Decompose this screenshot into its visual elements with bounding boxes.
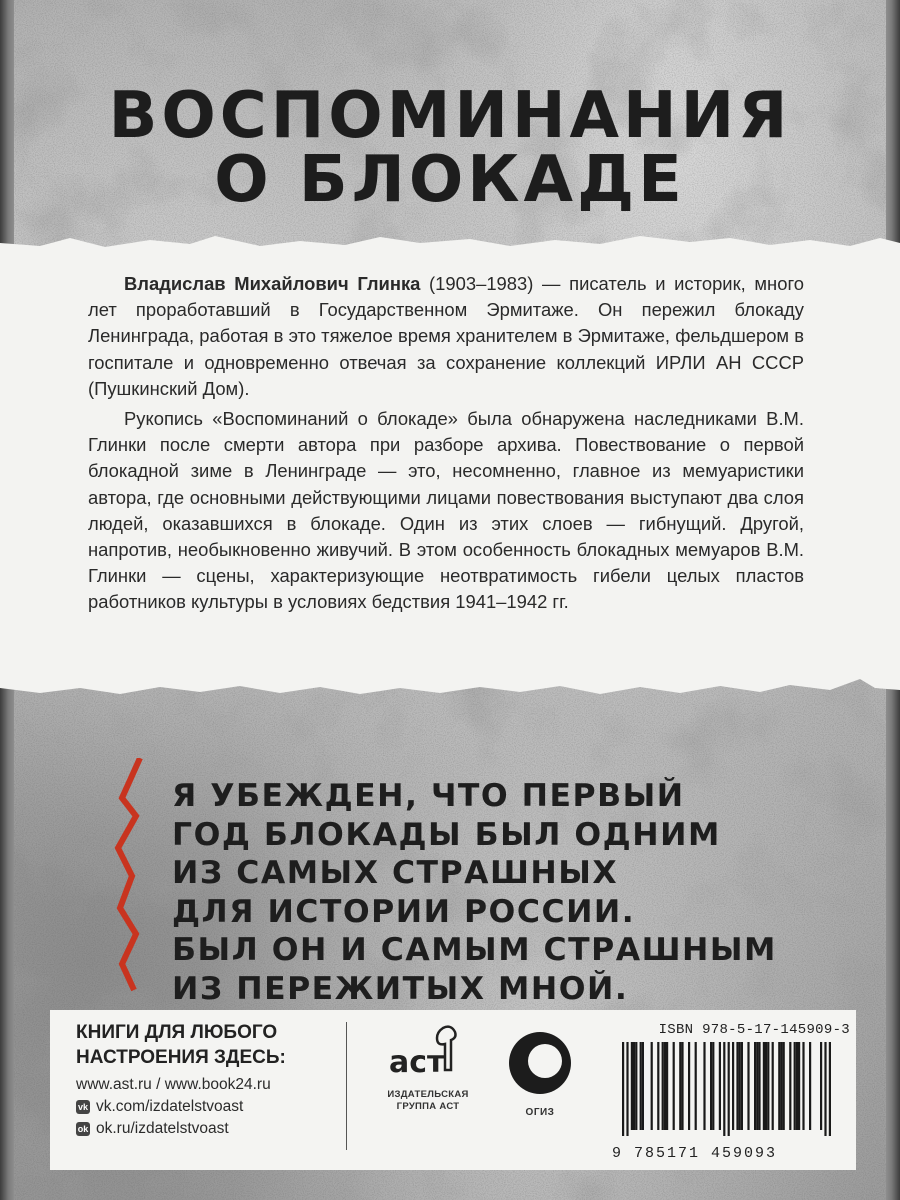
barcode-bar xyxy=(631,1042,633,1130)
barcode-bar xyxy=(695,1042,697,1130)
promo-heading-2: НАСТРОЕНИЯ ЗДЕСЬ: xyxy=(76,1047,286,1068)
barcode-bar xyxy=(666,1042,668,1130)
barcode-bar xyxy=(651,1042,653,1130)
barcode-bar xyxy=(741,1042,743,1130)
barcode-bar xyxy=(635,1042,637,1130)
isbn-block xyxy=(612,1022,850,1162)
annotation-paragraph-1 xyxy=(88,271,804,402)
barcode-bar xyxy=(739,1042,741,1130)
annotation-paragraph-2: Рукопись «Воспоминаний о блокаде» была обнаружена наследниками В.М. Глинки после смерти автора при разборе архива. Повествование о первой блокадной зиме в Ленинграде — это, несомненно, главное из мемуаристики автора, где основными действующими лицами повествования выступают два слоя людей, оказавшихся в блокаде. Один из этих слоев — гибнущий. Другой, напротив, необыкновенно живучий. В этом особенность блокадных мемуаров В.М. Глинки — сцены, характеризующие неотвратимость гибели целых пластов работников культуры в условиях бедствия 1941–1942 гг. xyxy=(88,408,804,613)
red-lightning-accent xyxy=(112,758,152,998)
pull-quote xyxy=(172,777,832,1008)
barcode-bar xyxy=(640,1042,642,1130)
barcode-bar xyxy=(763,1042,765,1130)
title-line-2: О БЛОКАДЕ xyxy=(214,143,686,217)
ogiz-caption: ОГИЗ xyxy=(525,1107,555,1118)
barcode-bar xyxy=(765,1042,767,1130)
barcode-bar xyxy=(767,1042,769,1130)
ast-logo-icon xyxy=(383,1022,473,1084)
barcode-bar xyxy=(829,1042,831,1136)
ogiz-logo-block xyxy=(490,1028,590,1118)
vk-link[interactable]: vk.com/izdatelstvoast xyxy=(96,1098,244,1115)
publisher-info-panel xyxy=(50,1010,856,1170)
svg-text:аст: аст xyxy=(389,1045,445,1080)
ogiz-logo-icon xyxy=(505,1028,575,1098)
barcode-bar xyxy=(703,1042,705,1130)
barcode-bar xyxy=(688,1042,690,1130)
barcode-bar xyxy=(662,1042,664,1130)
barcode-bar xyxy=(780,1042,782,1130)
barcode-bar xyxy=(626,1042,628,1136)
vk-link-row[interactable] xyxy=(76,1096,366,1118)
quote-line: ИЗ САМЫХ СТРАШНЫХ xyxy=(172,855,619,891)
barcode-bar xyxy=(723,1042,725,1136)
barcode-bar xyxy=(824,1042,826,1136)
isbn-text: ISBN 978-5-17-145909-3 xyxy=(658,1022,850,1038)
barcode-bar xyxy=(728,1042,730,1136)
barcode-bar xyxy=(756,1042,758,1130)
title-line-1: ВОСПОМИНАНИЯ xyxy=(108,79,792,153)
ok-link[interactable]: ok.ru/izdatelstvoast xyxy=(96,1120,229,1137)
ok-link-row[interactable] xyxy=(76,1118,366,1140)
barcode-bar xyxy=(796,1042,798,1130)
promo-heading-1: КНИГИ ДЛЯ ЛЮБОГО xyxy=(76,1022,278,1043)
barcode-bar xyxy=(681,1042,683,1130)
barcode-bar xyxy=(783,1042,785,1130)
barcode-bar xyxy=(772,1042,774,1130)
barcode-bar xyxy=(820,1042,822,1130)
isbn-barcode xyxy=(612,1038,850,1138)
author-name: Владислав Михайлович Глинка xyxy=(124,273,421,294)
barcode-bar xyxy=(633,1042,635,1130)
quote-line: ИЗ ПЕРЕЖИТЫХ МНОЙ. xyxy=(172,970,629,1007)
barcode-bar xyxy=(657,1042,659,1130)
barcode-bar xyxy=(747,1042,749,1130)
publisher-caption-2: ГРУППА АСТ xyxy=(396,1101,460,1112)
barcode-bar xyxy=(719,1042,721,1130)
barcode-bar xyxy=(809,1042,811,1130)
barcode-bar xyxy=(754,1042,756,1130)
quote-line: БЫЛ ОН И САМЫМ СТРАШНЫМ xyxy=(172,932,777,968)
barcode-bar xyxy=(798,1042,800,1130)
barcode-bar xyxy=(664,1042,666,1130)
author-bio: (1903–1983) — писатель и историк, много лет проработавший в Государственном Эрмитаже. Он пережил блокаду Ленинграда, работая в это тяжелое время хранителем в Эрмитаже, фельдшером в госпитале и одновременно отвечая за сохранение коллекций ИРЛИ АН СССР (Пушкинский Дом). xyxy=(88,273,804,399)
odnoklassniki-icon: ok xyxy=(77,1124,89,1134)
barcode-digits: 9 785171 459093 xyxy=(612,1145,778,1162)
barcode-bar xyxy=(794,1042,796,1130)
promo-block xyxy=(76,1020,366,1140)
barcode-bar xyxy=(736,1042,738,1130)
ast-logo-block xyxy=(368,1022,488,1113)
barcode-bar xyxy=(732,1042,734,1130)
barcode-bar xyxy=(778,1042,780,1130)
barcode-bar xyxy=(622,1042,624,1136)
publisher-caption-1: ИЗДАТЕЛЬСКАЯ xyxy=(387,1089,469,1100)
divider xyxy=(346,1022,347,1150)
quote-line: ДЛЯ ИСТОРИИ РОССИИ. xyxy=(172,893,636,930)
barcode-bar xyxy=(802,1042,804,1130)
barcode-bar xyxy=(673,1042,675,1130)
quote-line: Я УБЕЖДЕН, ЧТО ПЕРВЫЙ xyxy=(172,778,685,814)
quote-line: ГОД БЛОКАДЫ БЫЛ ОДНИМ xyxy=(172,816,721,853)
barcode-bar xyxy=(758,1042,760,1130)
vk-icon: vk xyxy=(77,1102,88,1112)
websites-link[interactable]: www.ast.ru / www.book24.ru xyxy=(76,1076,271,1093)
barcode-bar xyxy=(679,1042,681,1130)
barcode-bar xyxy=(789,1042,791,1130)
annotation-text xyxy=(88,271,804,616)
barcode-bar xyxy=(712,1042,714,1130)
barcode-bar xyxy=(710,1042,712,1130)
barcode-bar xyxy=(642,1042,644,1130)
